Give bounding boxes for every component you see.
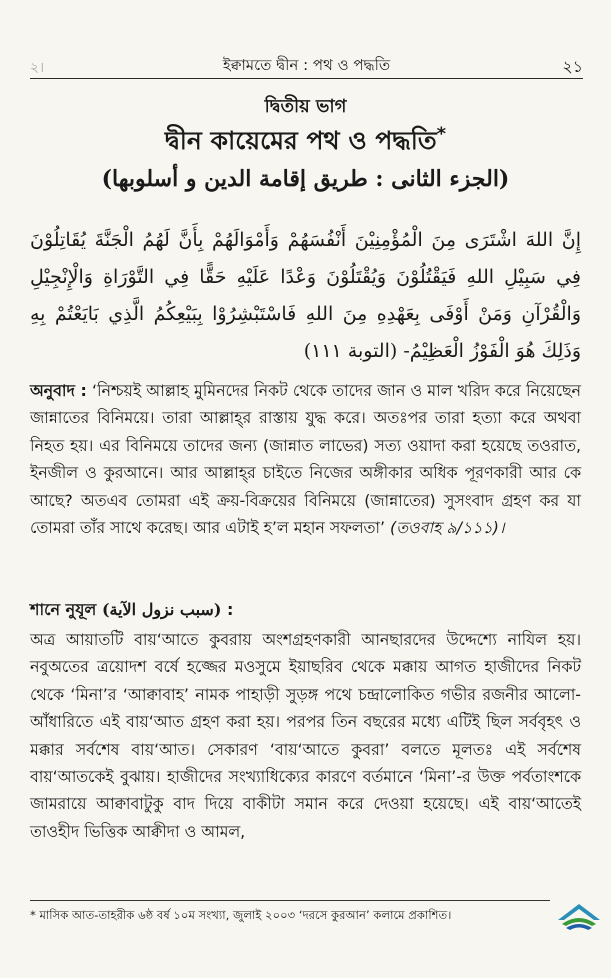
- shane-nuzul-label: শানে নুযূল: [30, 600, 97, 619]
- publisher-logo-icon: [556, 898, 602, 934]
- translation-label: অনুবাদ :: [30, 381, 87, 400]
- chapter-title-text: দ্বীন কায়েমের পথ ও পদ্ধতি: [164, 126, 437, 155]
- arabic-chapter-title: (الجزء الثانى : طريق إقامة الدين و أسلوبها): [101, 166, 510, 192]
- footnote-divider: [30, 900, 550, 901]
- footnote: * মাসিক আত-তাহরীক ৬ষ্ঠ বর্ষ ১০ম সংখ্যা, জুলাই ২০০৩ ‘দরসে কুরআন’ কলামে প্রকাশিত।: [30, 908, 452, 922]
- translation-paragraph: [30, 377, 581, 541]
- shane-nuzul-colon: :: [221, 600, 234, 619]
- shane-nuzul-paragraph: অত্র আয়াতটি বায়‘আতে কুবরায় অংশগ্রহণকারী আনছারদের উদ্দেশ্যে নাযিল হয়। নবুঅতের ত্রয়োদশ বর্ষে হজ্জের মওসুমে ইয়াছরিব থেকে মক্কায় আগত হাজীদের নিকট থেকে ‘মিনা’র ‘আক্বাবাহ’ নামক পাহাড়ী সুড়ঙ্গ পথে চন্দ্রালোকিত গভীর রজনীর আলো-আঁধারিতে এই বায়‘আত গ্রহণ করা হয়। পরপর তিন বছরের মধ্যে এটিই ছিল সর্ববৃহৎ ও মক্কার সর্বশেষ বায়‘আত। সেকারণ ‘বায়‘আতে কুবরা’ বলতে মূলতঃ এই সর্বশেষ বায়‘আতকেই বুঝায়। হাজীদের সংখ্যাধিক্যের কারণে বর্তমানে ‘মিনা’-র উক্ত পর্বতাংশকে জামরায়ে আক্বাবাটুকু বাদ দিয়ে বাকীটা সমান করে দেওয়া হয়েছে। এই বায়‘আতেই তাওহীদ ভিত্তিক আক্বীদা ও আমল,: [30, 630, 581, 841]
- bleed-through-number: ২।: [30, 60, 45, 76]
- running-title: ইক্বামতে দ্বীন : পথ ও পদ্ধতি: [222, 56, 391, 74]
- page-number: ২১: [562, 57, 583, 76]
- quran-verse: إِنَّ اللهَ اشْتَرَى مِنَ الْمُؤْمِنِيْنَ أَنْفُسَهُمْ وَأَمْوَالَهُمْ بِأَنَّ لَهُمُ الْجَنَّةَ يُقَاتِلُوْنَ فِي سَبِيْلِ اللهِ فَيَقْتُلُوْنَ وَيُقْتَلُوْنَ وَعْدًا عَلَيْهِ حَقًّا فِي التَّوْرَاةِ وَالْإِنْجِيْلِ وَالْقُرْآنِ وَمَنْ أَوْفَى بِعَهْدِهِ مِنَ اللهِ فَاسْتَبْشِرُوْا بِبَيْعِكُمُ الَّذِي بَايَعْتُمْ بِهِ وَذَلِكَ هُوَ الْفَوْزُ الْعَظِيْمُ- (التوبة ١١١): [30, 229, 581, 362]
- chapter-title: [0, 121, 611, 164]
- running-header: [30, 52, 583, 79]
- shane-nuzul-heading: [30, 597, 233, 624]
- part-label: দ্বিতীয় ভাগ: [264, 96, 347, 117]
- translation-text: ‘নিশ্চয়ই আল্লাহ মুমিনদের নিকট থেকে তাদের জান ও মাল খরিদ করে নিয়েছেন জান্নাতের বিনিময়ে। তারা আল্লাহ্‌র রাস্তায় যুদ্ধ করে। অতঃপর তারা হত্যা করে অথবা নিহত হয়। এর বিনিময়ে তাদের জন্য (জান্নাত লাভের) সত্য ওয়াদা করা হয়েছে তওরাত, ইনজীল ও কুরআনে। আর আল্লাহ্‌র চাইতে নিজের অঙ্গীকার অধিক পূরণকারী আর কে আছে? অতএব তোমরা এই ক্রয়-বিক্রয়ের বিনিময়ে (জান্নাতের) সুসংবাদ গ্রহণ কর যা তোমরা তাঁর সাথে করেছ। আর এটাই হ’ল মহান সফলতা’: [30, 381, 581, 538]
- translation-reference: (তওবাহ ৯/১১১)।: [390, 518, 505, 538]
- footnote-marker: *: [436, 123, 447, 145]
- shane-nuzul-arabic: (سبب نزول الآية): [101, 600, 222, 619]
